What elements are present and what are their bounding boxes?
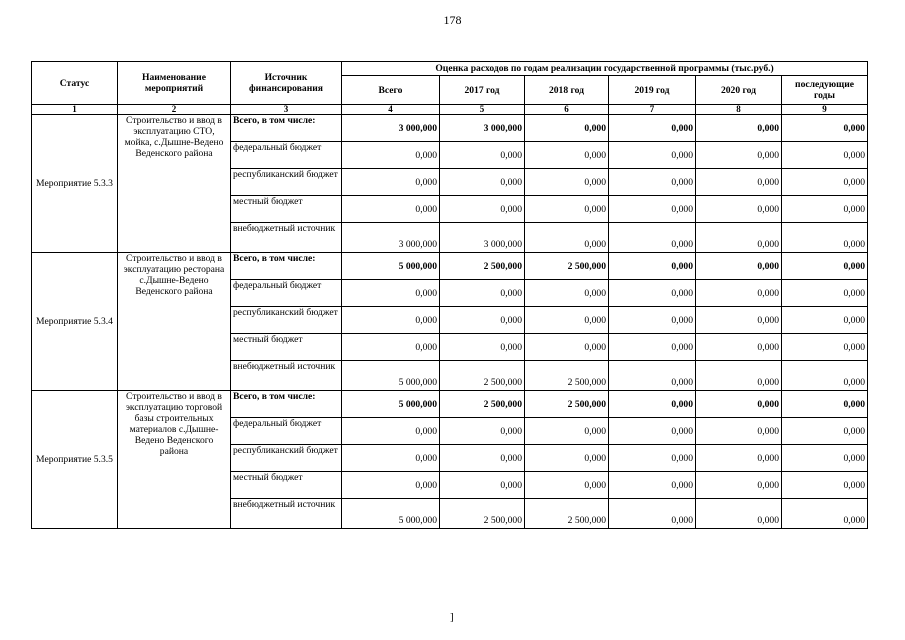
amount-cell: 0,000 [696, 196, 782, 223]
activity-status: Мероприятие 5.3.4 [32, 253, 118, 391]
amount-cell: 0,000 [342, 472, 440, 499]
amount-cell: 0,000 [782, 361, 868, 391]
funding-source-extra: внебюджетный источник [231, 223, 342, 253]
table-body [32, 115, 868, 529]
amount-cell: 0,000 [440, 472, 525, 499]
amount-cell: 3 000,000 [440, 223, 525, 253]
funding-source-total: Всего, в том числе: [231, 253, 342, 280]
amount-cell: 5 000,000 [342, 361, 440, 391]
column-number: 5 [440, 105, 525, 115]
amount-cell: 0,000 [782, 169, 868, 196]
amount-cell: 0,000 [782, 418, 868, 445]
amount-cell: 0,000 [696, 334, 782, 361]
page-number: 178 [443, 13, 462, 27]
amount-cell: 0,000 [609, 280, 696, 307]
column-number: 1 [32, 105, 118, 115]
amount-cell: 0,000 [609, 472, 696, 499]
amount-cell: 0,000 [440, 445, 525, 472]
amount-cell: 0,000 [342, 445, 440, 472]
funding-source-extra: внебюджетный источник [231, 499, 342, 529]
header-funding-source: Источник финансирования [231, 62, 342, 105]
amount-cell: 5 000,000 [342, 391, 440, 418]
amount-cell: 0,000 [342, 169, 440, 196]
amount-cell: 0,000 [782, 445, 868, 472]
amount-cell: 0,000 [609, 115, 696, 142]
table-row [32, 253, 868, 280]
amount-cell: 0,000 [440, 334, 525, 361]
funding-source-republic: республиканский бюджет [231, 169, 342, 196]
amount-cell: 5 000,000 [342, 499, 440, 529]
amount-cell: 0,000 [342, 196, 440, 223]
amount-cell: 0,000 [696, 115, 782, 142]
amount-cell: 0,000 [342, 307, 440, 334]
amount-cell: 3 000,000 [342, 115, 440, 142]
amount-cell: 0,000 [609, 499, 696, 529]
amount-cell: 0,000 [609, 361, 696, 391]
funding-source-total: Всего, в том числе: [231, 391, 342, 418]
activity-status: Мероприятие 5.3.5 [32, 391, 118, 529]
amount-cell: 0,000 [440, 142, 525, 169]
amount-cell: 0,000 [782, 196, 868, 223]
activity-name: Строительство и ввод в эксплуатацию ресторана с.Дышне-Ведено Веденского района [118, 253, 231, 391]
funding-source-local: местный бюджет [231, 196, 342, 223]
amount-cell: 0,000 [782, 499, 868, 529]
funding-source-total: Всего, в том числе: [231, 115, 342, 142]
amount-cell: 0,000 [696, 361, 782, 391]
amount-cell: 0,000 [525, 472, 609, 499]
column-number: 8 [696, 105, 782, 115]
funding-source-federal: федеральный бюджет [231, 280, 342, 307]
amount-cell: 5 000,000 [342, 253, 440, 280]
amount-cell: 0,000 [609, 253, 696, 280]
amount-cell: 0,000 [525, 418, 609, 445]
activity-name: Строительство и ввод в эксплуатацию СТО, мойка, с.Дышне-Ведено Веденского района [118, 115, 231, 253]
amount-cell: 0,000 [609, 307, 696, 334]
amount-cell: 0,000 [609, 223, 696, 253]
column-number: 2 [118, 105, 231, 115]
funding-source-federal: федеральный бюджет [231, 142, 342, 169]
funding-source-republic: республиканский бюджет [231, 445, 342, 472]
amount-cell: 0,000 [440, 196, 525, 223]
amount-cell: 0,000 [696, 472, 782, 499]
amount-cell: 0,000 [525, 223, 609, 253]
amount-cell: 0,000 [609, 169, 696, 196]
amount-cell: 0,000 [696, 445, 782, 472]
amount-cell: 0,000 [525, 142, 609, 169]
header-2017: 2017 год [440, 76, 525, 105]
amount-cell: 0,000 [782, 334, 868, 361]
amount-cell: 0,000 [525, 334, 609, 361]
amount-cell: 0,000 [782, 115, 868, 142]
amount-cell: 0,000 [342, 334, 440, 361]
amount-cell: 2 500,000 [525, 253, 609, 280]
amount-cell: 0,000 [782, 142, 868, 169]
amount-cell: 0,000 [782, 472, 868, 499]
amount-cell: 0,000 [782, 280, 868, 307]
header-activity-name: Наименование мероприятий [118, 62, 231, 105]
header-total: Всего [342, 76, 440, 105]
amount-cell: 0,000 [525, 280, 609, 307]
amount-cell: 2 500,000 [440, 499, 525, 529]
amount-cell: 3 000,000 [342, 223, 440, 253]
amount-cell: 0,000 [696, 307, 782, 334]
activity-name: Строительство и ввод в эксплуатацию торговой базы строительных материалов с.Дышне-Ведено Веденского района [118, 391, 231, 529]
amount-cell: 0,000 [696, 280, 782, 307]
amount-cell: 3 000,000 [440, 115, 525, 142]
column-number: 4 [342, 105, 440, 115]
header-later-years: последующие годы [782, 76, 868, 105]
amount-cell: 0,000 [609, 142, 696, 169]
amount-cell: 2 500,000 [440, 391, 525, 418]
amount-cell: 0,000 [782, 223, 868, 253]
amount-cell: 0,000 [696, 499, 782, 529]
funding-source-local: местный бюджет [231, 472, 342, 499]
funding-source-republic: республиканский бюджет [231, 307, 342, 334]
header-status: Статус [32, 62, 118, 105]
amount-cell: 0,000 [525, 445, 609, 472]
amount-cell: 0,000 [525, 196, 609, 223]
header-expense-estimate: Оценка расходов по годам реализации государственной программы (тыс.руб.) [342, 62, 868, 76]
footer-mark: ] [450, 611, 454, 623]
amount-cell: 0,000 [342, 142, 440, 169]
amount-cell: 0,000 [782, 307, 868, 334]
amount-cell: 0,000 [696, 253, 782, 280]
amount-cell: 0,000 [440, 418, 525, 445]
funding-source-extra: внебюджетный источник [231, 361, 342, 391]
activity-status: Мероприятие 5.3.3 [32, 115, 118, 253]
amount-cell: 0,000 [525, 307, 609, 334]
funding-source-local: местный бюджет [231, 334, 342, 361]
amount-cell: 0,000 [342, 418, 440, 445]
amount-cell: 0,000 [696, 169, 782, 196]
amount-cell: 0,000 [525, 115, 609, 142]
amount-cell: 0,000 [696, 142, 782, 169]
amount-cell: 0,000 [696, 223, 782, 253]
amount-cell: 2 500,000 [525, 361, 609, 391]
amount-cell: 0,000 [696, 391, 782, 418]
table-row [32, 115, 868, 142]
header-2018: 2018 год [525, 76, 609, 105]
amount-cell: 0,000 [440, 169, 525, 196]
amount-cell: 0,000 [440, 280, 525, 307]
amount-cell: 2 500,000 [525, 391, 609, 418]
amount-cell: 2 500,000 [525, 499, 609, 529]
column-number: 6 [525, 105, 609, 115]
column-number: 9 [782, 105, 868, 115]
column-number: 7 [609, 105, 696, 115]
amount-cell: 0,000 [609, 334, 696, 361]
amount-cell: 0,000 [696, 418, 782, 445]
amount-cell: 0,000 [342, 280, 440, 307]
header-2019: 2019 год [609, 76, 696, 105]
table-row [32, 391, 868, 418]
amount-cell: 0,000 [609, 196, 696, 223]
amount-cell: 2 500,000 [440, 361, 525, 391]
amount-cell: 0,000 [609, 418, 696, 445]
header-2020: 2020 год [696, 76, 782, 105]
amount-cell: 0,000 [525, 169, 609, 196]
funding-source-federal: федеральный бюджет [231, 418, 342, 445]
amount-cell: 2 500,000 [440, 253, 525, 280]
amount-cell: 0,000 [782, 391, 868, 418]
budget-table [31, 61, 868, 529]
amount-cell: 0,000 [440, 307, 525, 334]
amount-cell: 0,000 [782, 253, 868, 280]
column-number: 3 [231, 105, 342, 115]
amount-cell: 0,000 [609, 391, 696, 418]
amount-cell: 0,000 [609, 445, 696, 472]
